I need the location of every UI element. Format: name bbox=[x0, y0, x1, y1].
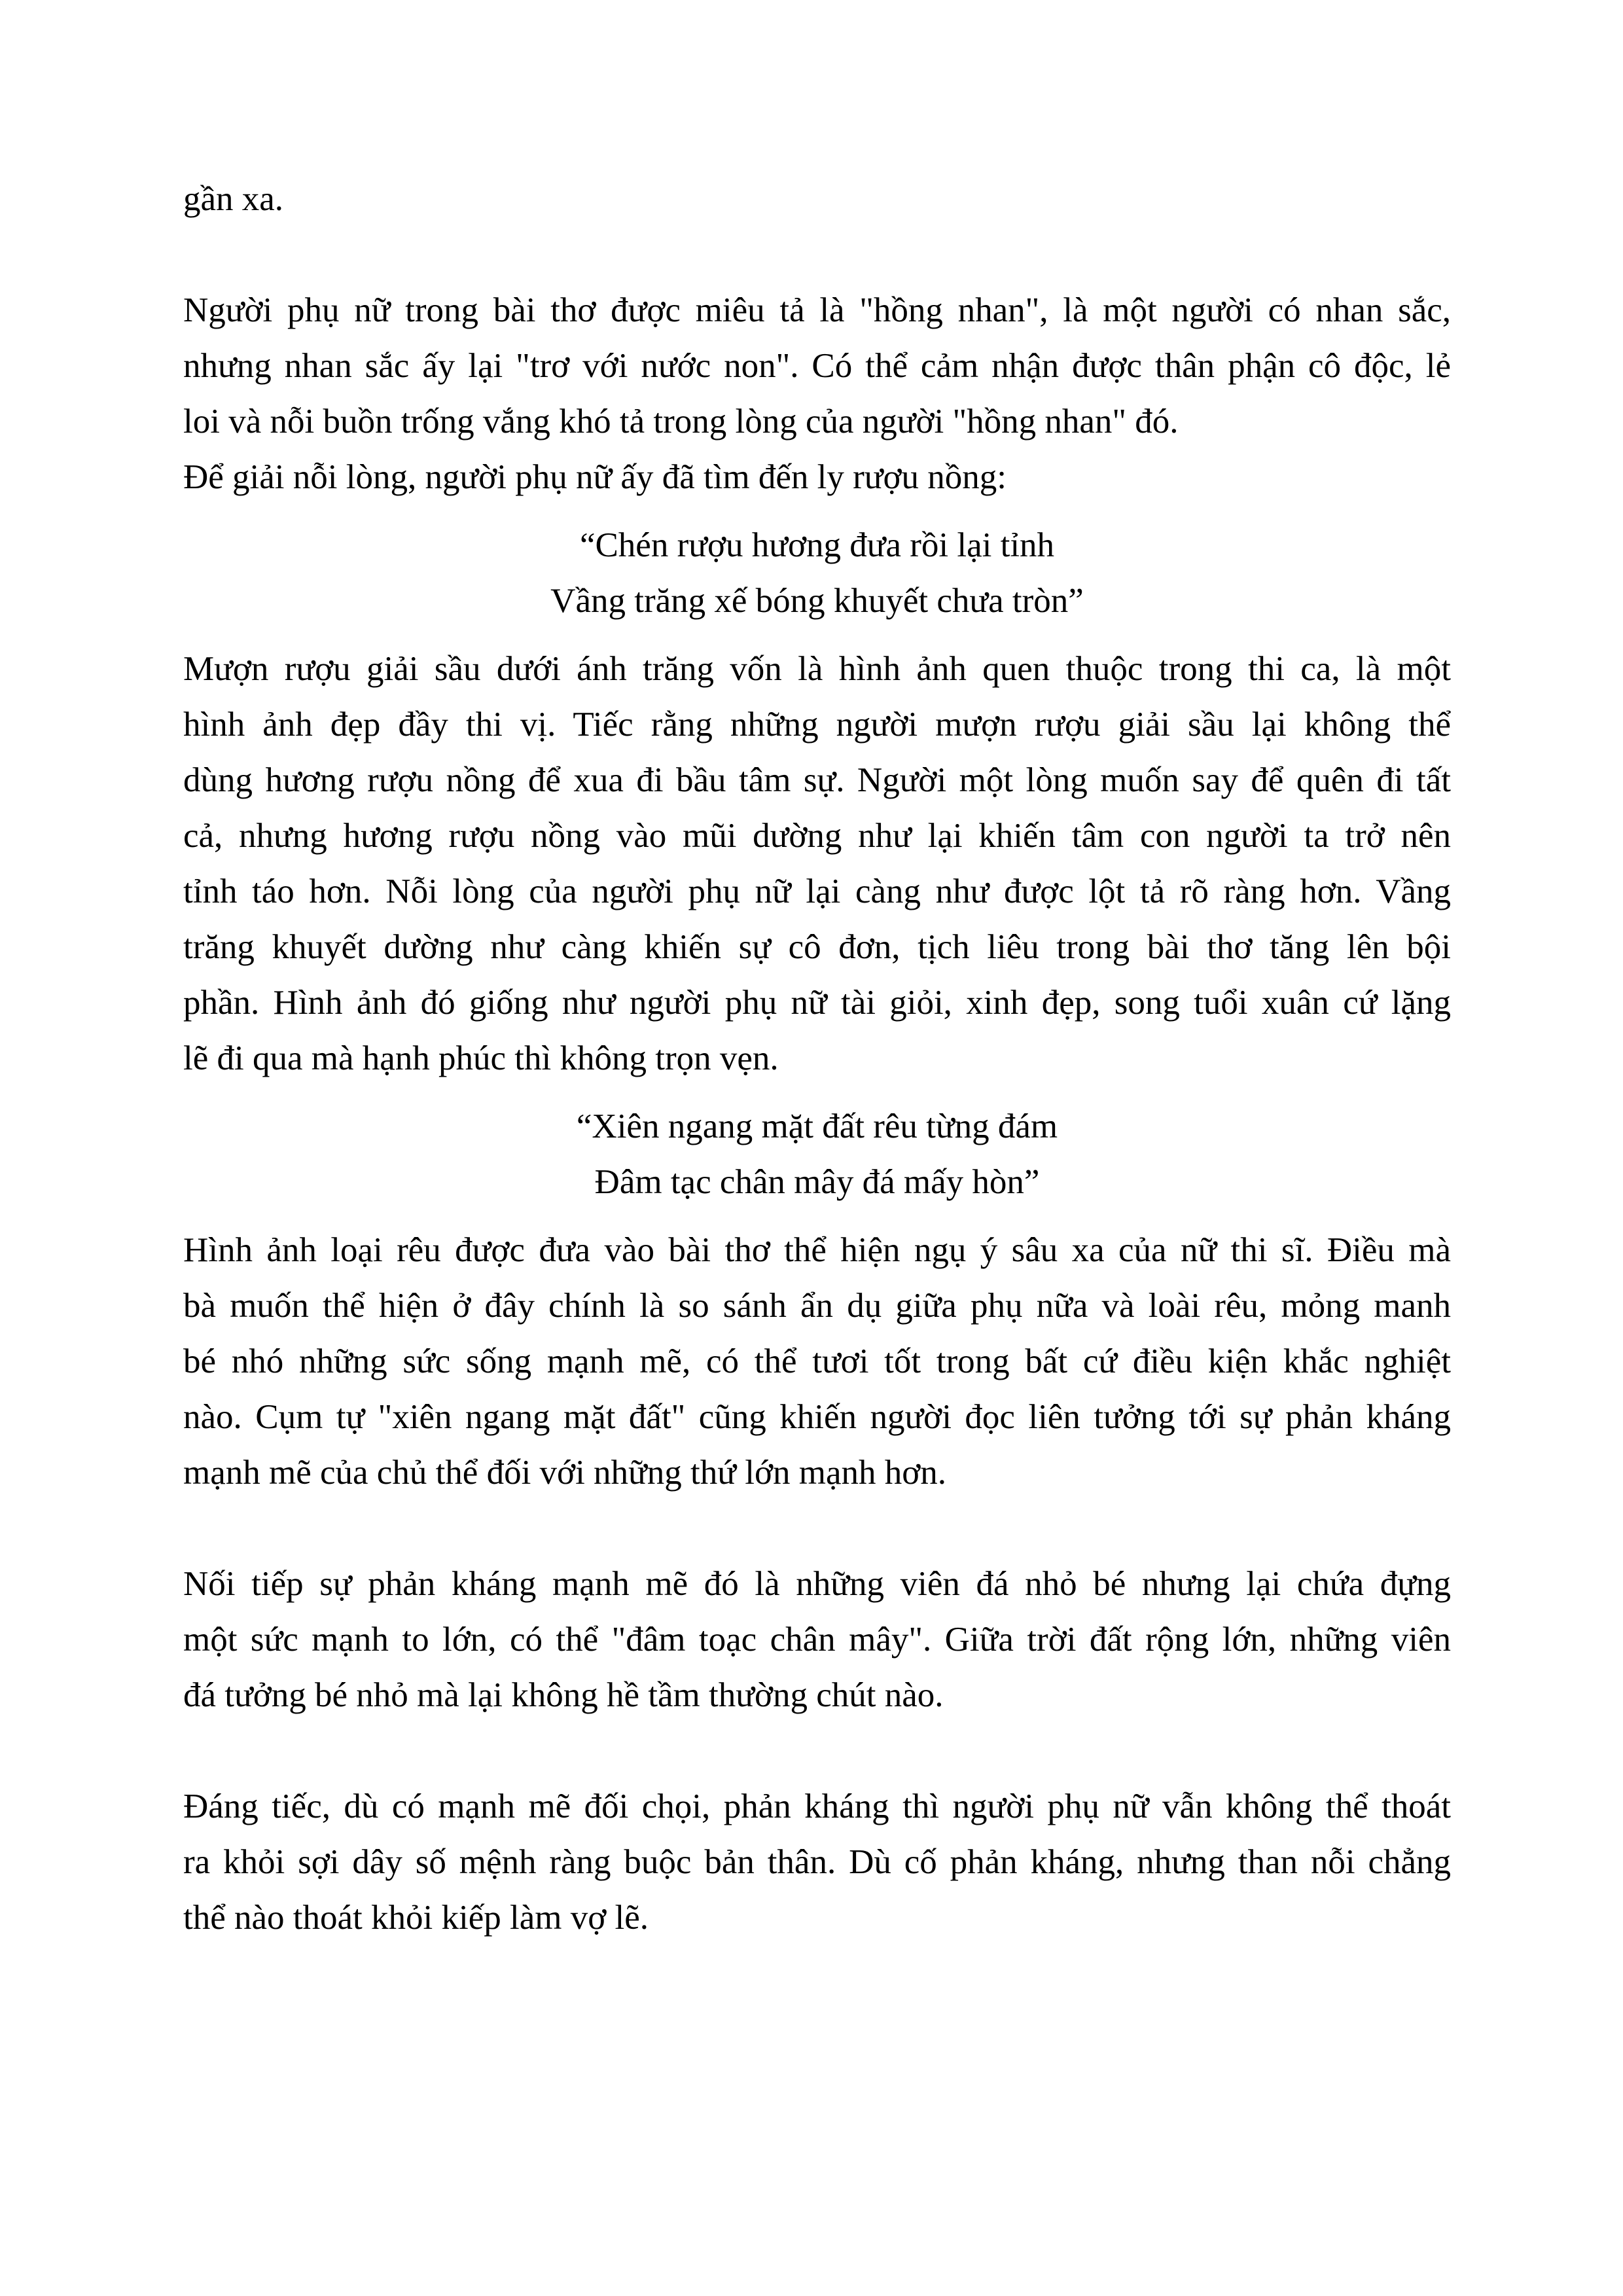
text-line: Người phụ nữ trong bài thơ được miêu tả là "hồng nhan", là một người có nhan sắc, bbox=[183, 291, 1451, 329]
paragraph bbox=[183, 641, 1451, 1086]
text-line: loi và nỗi buồn trống vắng khó tả trong lòng của người "hồng nhan" đó. bbox=[183, 403, 1179, 440]
text-line: trăng khuyết dường như càng khiến sự cô đơn, tịch liêu trong bài thơ tăng lên bội bbox=[183, 928, 1451, 966]
text-line: một sức mạnh to lớn, có thể "đâm toạc chân mây". Giữa trời đất rộng lớn, những viên bbox=[183, 1621, 1451, 1659]
paragraph-gap bbox=[183, 227, 1451, 283]
text-line: đá tưởng bé nhỏ mà lại không hề tầm thường chút nào. bbox=[183, 1676, 944, 1714]
text-line: Đáng tiếc, dù có mạnh mẽ đối chọi, phản kháng thì người phụ nữ vẫn không thể thoát bbox=[183, 1787, 1451, 1825]
text-line: Để giải nỗi lòng, người phụ nữ ấy đã tìm đến ly rượu nồng: bbox=[183, 458, 1007, 496]
text-line: gần xa. bbox=[183, 180, 284, 218]
text-line: bé nhó những sức sống mạnh mẽ, có thể tươi tốt trong bất cứ điều kiện khắc nghiệt bbox=[183, 1342, 1451, 1380]
paragraph bbox=[183, 171, 1451, 227]
verse-block bbox=[183, 518, 1451, 629]
verse-line: Vầng trăng xế bóng khuyết chưa tròn” bbox=[550, 582, 1084, 620]
text-line: ra khỏi sợi dây số mệnh ràng buộc bản thân. Dù cố phản kháng, nhưng than nỗi chẳng bbox=[183, 1843, 1451, 1881]
text-line: bà muốn thể hiện ở đây chính là so sánh ẩn dụ giữa phụ nữa và loài rêu, mỏng manh bbox=[183, 1287, 1451, 1325]
text-line: tỉnh táo hơn. Nỗi lòng của người phụ nữ lại càng như được lột tả rõ ràng hơn. Vầng bbox=[183, 872, 1451, 910]
paragraph-gap bbox=[183, 1723, 1451, 1779]
text-line: phần. Hình ảnh đó giống như người phụ nữ tài giỏi, xinh đẹp, song tuổi xuân cứ lặng bbox=[183, 984, 1451, 1022]
paragraph bbox=[183, 283, 1451, 450]
text-line: Nối tiếp sự phản kháng mạnh mẽ đó là những viên đá nhỏ bé nhưng lại chứa đựng bbox=[183, 1565, 1451, 1603]
text-line: dùng hương rượu nồng để xua đi bầu tâm sự. Người một lòng muốn say để quên đi tất bbox=[183, 761, 1451, 799]
paragraph-gap bbox=[183, 1501, 1451, 1556]
text-line: Mượn rượu giải sầu dưới ánh trăng vốn là hình ảnh quen thuộc trong thi ca, là một bbox=[183, 650, 1451, 688]
text-line: lẽ đi qua mà hạnh phúc thì không trọn vẹn. bbox=[183, 1039, 779, 1077]
text-line: nào. Cụm tự "xiên ngang mặt đất" cũng khiến người đọc liên tưởng tới sự phản kháng bbox=[183, 1398, 1451, 1436]
verse-block bbox=[183, 1099, 1451, 1210]
text-line: hình ảnh đẹp đầy thi vị. Tiếc rằng những người mượn rượu giải sầu lại không thể bbox=[183, 706, 1451, 744]
text-line: thể nào thoát khỏi kiếp làm vợ lẽ. bbox=[183, 1899, 649, 1937]
paragraph bbox=[183, 1223, 1451, 1501]
text-line: mạnh mẽ của chủ thể đối với những thứ lớn mạnh hơn. bbox=[183, 1454, 946, 1492]
verse-line: “Chén rượu hương đưa rồi lại tỉnh bbox=[579, 526, 1055, 564]
text-line: cả, nhưng hương rượu nồng vào mũi dường như lại khiến tâm con người ta trở nên bbox=[183, 817, 1451, 855]
paragraph bbox=[183, 1779, 1451, 1946]
document-body bbox=[183, 171, 1451, 1946]
text-line: Hình ảnh loại rêu được đưa vào bài thơ thể hiện ngụ ý sâu xa của nữ thi sĩ. Điều mà bbox=[183, 1231, 1451, 1269]
verse-line: Đâm tạc chân mây đá mấy hòn” bbox=[594, 1163, 1040, 1201]
paragraph bbox=[183, 1556, 1451, 1723]
verse-line: “Xiên ngang mặt đất rêu từng đám bbox=[576, 1107, 1058, 1145]
paragraph bbox=[183, 450, 1451, 505]
text-line: nhưng nhan sắc ấy lại "trơ với nước non". Có thể cảm nhận được thân phận cô độc, lẻ bbox=[183, 347, 1451, 385]
